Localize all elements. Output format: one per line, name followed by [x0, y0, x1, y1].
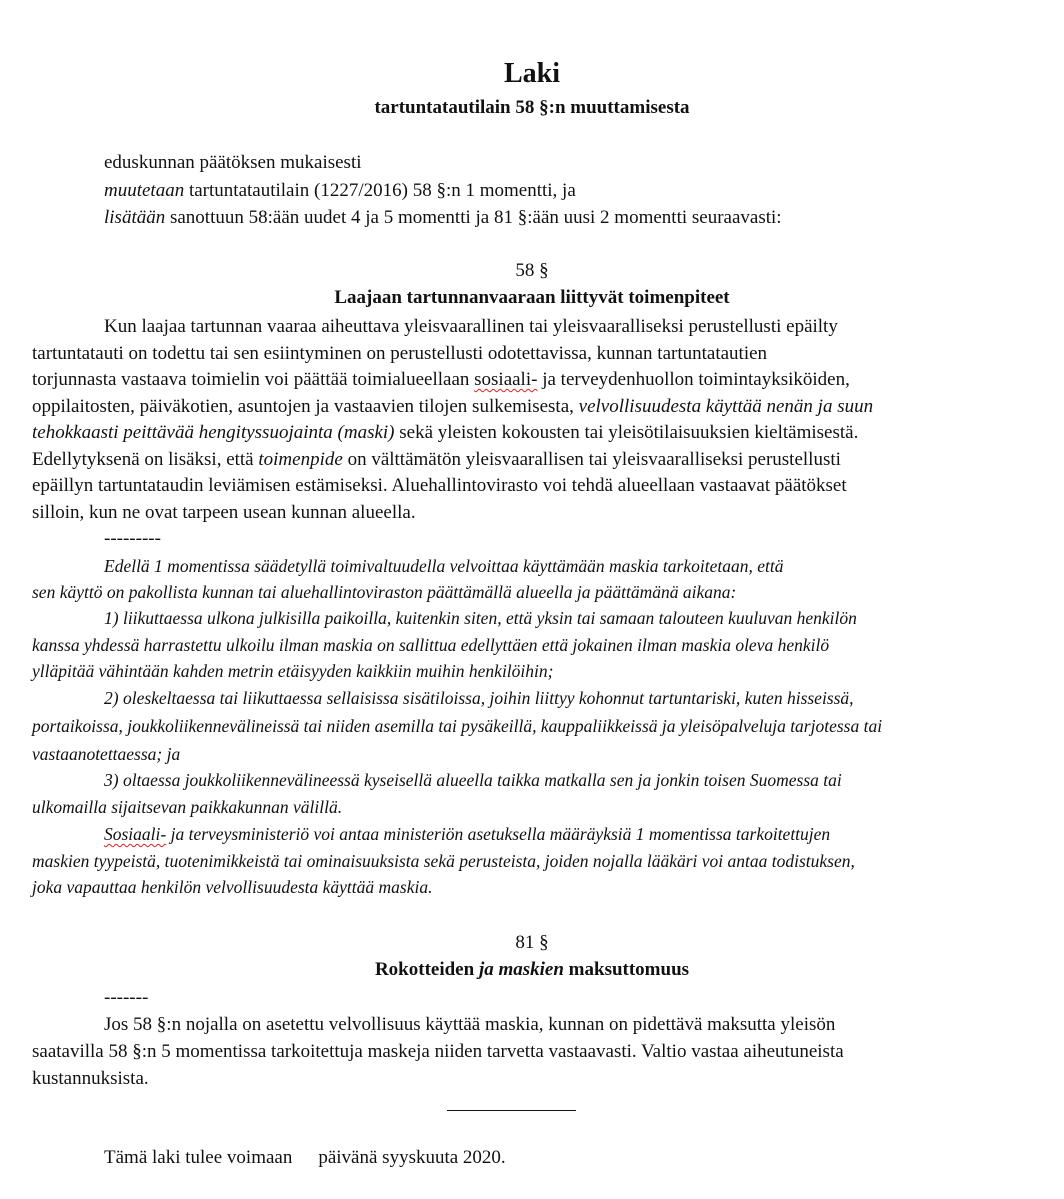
s58-new-line-8: vastaanotettaessa; ja [32, 744, 181, 764]
spellcheck-word: Sosiaali- [104, 824, 167, 844]
s58-p1-line-4-italic: velvollisuudesta käyttää nenän ja suun [578, 396, 874, 417]
s58-p1-line-2: tartuntatauti on todettu tai sen esiintyminen on perustellusti odotettavissa, kunnan tartuntatautien [32, 343, 768, 364]
s58-p1-line-5 [32, 420, 858, 446]
section-58-number: 58 § [515, 260, 549, 281]
section-81-heading [0, 959, 1064, 981]
s58-p1-line-3-a: torjunnasta vastaava toimielin voi päättää toimialueellaan [32, 369, 475, 390]
s81-line-3: kustannuksista. [32, 1068, 149, 1089]
s58-p1-line-3 [32, 367, 850, 393]
signature-divider [447, 1110, 576, 1111]
s81-heading-italic: ja maskien [478, 959, 564, 980]
preamble-add [104, 207, 782, 229]
law-title: Laki [503, 58, 561, 89]
s58-p5-line-1 [104, 824, 830, 845]
s58-p5-line-2: maskien tyypeistä, tuotenimikkeistä tai ominaisuuksista sekä perusteista, joiden nojalla lääkäri voi antaa todistuksen, [32, 851, 855, 871]
s58-p5-line-1-b: ja terveysministeriö voi antaa ministeriön asetuksella määräyksiä 1 momentissa tarkoitettujen [166, 824, 831, 844]
s81-separator: ------- [104, 987, 149, 1008]
preamble-amend [104, 180, 576, 202]
s58-p1-line-6-italic: toimenpide [258, 449, 343, 470]
entry-into-force [104, 1147, 506, 1169]
s58-new-line-1: Edellä 1 momentissa säädetyllä toimivaltuudella velvoittaa käyttämään maskia tarkoitetaan, että [104, 556, 784, 576]
s58-new-line-5: ylläpitää vähintään kahden metrin etäisyyden kaikkiin muihin henkilöihin; [32, 661, 554, 681]
s81-heading-a: Rokotteiden [374, 959, 479, 980]
s58-p5-line-3: joka vapauttaa henkilön velvollisuudesta käyttää maskia. [32, 877, 433, 897]
entry-text-b: päivänä syyskuuta 2020. [318, 1147, 506, 1168]
add-rest: sanottuun 58:ään uudet 4 ja 5 momentti ja 81 §:ään uusi 2 momentti seuraavasti: [165, 207, 782, 228]
s58-p1-line-4-a: oppilaitosten, päiväkotien, asuntojen ja vastaavien tilojen sulkemisesta, [32, 396, 579, 417]
s58-new-line-6: 2) oleskeltaessa tai liikuttaessa sellaisissa sisätiloissa, joihin liittyy kohonnut tartuntariski, kuten hisseissä, [104, 688, 854, 708]
spellcheck-word: sosiaali- [474, 369, 538, 390]
amend-verb: muutetaan [104, 180, 185, 201]
s58-p1-line-5-italic: tehokkaasti peittävää hengityssuojainta (maski) [32, 422, 395, 443]
add-verb: lisätään [104, 207, 166, 228]
s58-p1-line-7: epäillyn tartuntataudin leviämisen estämiseksi. Aluehallintovirasto voi tehdä alueellaan vastaavat päätökset [32, 475, 847, 496]
s58-new-line-4: kanssa yhdessä harrastettu ulkoilu ilman maskia on sallittua edellyttäen että jokainen ilman maskia oleva henkilö [32, 635, 830, 655]
s81-line-2: saatavilla 58 §:n 5 momentissa tarkoitettuja maskeja niiden tarvetta vastaavasti. Valtio vastaa aiheutuneista [32, 1041, 844, 1062]
s58-separator: --------- [104, 528, 161, 549]
s58-p1-line-6-b: on välttämätön yleisvaarallisen tai yleisvaaralliseksi perustellusti [342, 449, 841, 470]
s58-new-line-10: ulkomailla sijaitsevan paikkakunnan välillä. [32, 797, 343, 817]
s58-p1-line-6 [32, 447, 841, 473]
s81-heading-b: maksuttomuus [563, 959, 690, 980]
s58-p1-line-4 [32, 394, 873, 420]
s81-line-1: Jos 58 §:n nojalla on asetettu velvollisuus käyttää maskia, kunnan on pidettävä maksutta yleisön [104, 1014, 836, 1035]
s58-p1-line-5-b: sekä yleisten kokousten tai yleisötilaisuuksien kieltämisestä. [394, 422, 859, 443]
section-58-heading: Laajaan tartunnanvaaraan liittyvät toimenpiteet [334, 287, 730, 308]
entry-text-a: Tämä laki tulee voimaan [104, 1147, 293, 1168]
s58-p1-line-1: Kun laajaa tartunnan vaaraa aiheuttava yleisvaarallinen tai yleisvaaralliseksi perustellusti epäilty [104, 316, 838, 337]
amend-rest: tartuntatautilain (1227/2016) 58 §:n 1 momentti, ja [184, 180, 576, 201]
s58-new-line-9: 3) oltaessa joukkoliikennevälineessä kyseisellä alueella taikka matkalla sen ja jonkin toisen Suomessa tai [104, 770, 842, 790]
law-subtitle: tartuntatautilain 58 §:n muuttamisesta [374, 97, 690, 118]
section-81-number: 81 § [515, 932, 549, 953]
s58-new-line-2: sen käyttö on pakollista kunnan tai aluehallintoviraston päättämällä alueella ja päättämänä aikana: [32, 582, 737, 602]
s58-new-line-7: portaikoissa, joukkoliikennevälineissä tai niiden asemilla tai pysäkeillä, kauppaliikkeissä ja yleisöpalveluja tarjotessa tai [32, 716, 883, 736]
s58-p1-line-3-b: ja terveydenhuollon toimintayksiköiden, [537, 369, 850, 390]
s58-p1-line-6-a: Edellytyksenä on lisäksi, että [32, 449, 259, 470]
preamble-intro: eduskunnan päätöksen mukaisesti [104, 152, 362, 173]
s58-p1-line-8: silloin, kun ne ovat tarpeen usean kunnan alueella. [32, 502, 416, 523]
s58-new-line-3: 1) liikuttaessa ulkona julkisilla paikoilla, kuitenkin siten, että yksin tai samaan talouteen kuuluvan henkilön [104, 608, 857, 628]
